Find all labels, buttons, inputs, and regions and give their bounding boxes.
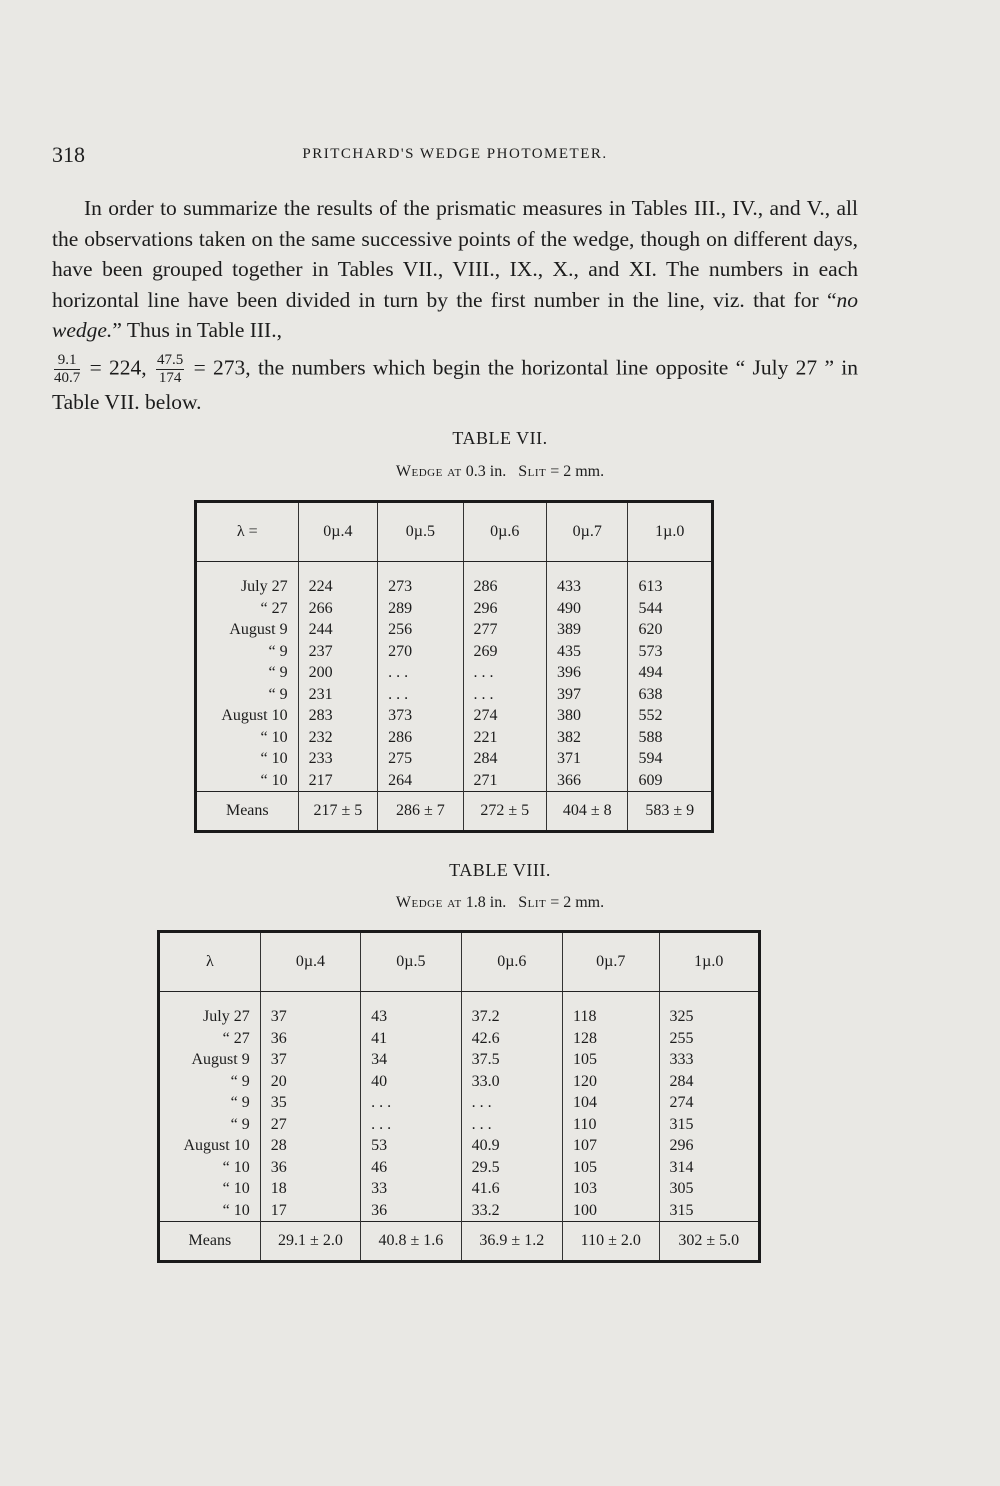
table-cell: 264 — [378, 770, 463, 792]
table8-header-cell: λ — [159, 932, 261, 992]
page-number: 318 — [52, 142, 85, 167]
table-cell: 217 — [298, 770, 378, 792]
table7-header-cell: 0µ.4 — [298, 502, 378, 562]
fraction-1: $\frac{9.1}{40.7}$ — [54, 351, 81, 386]
table-cell: 286 — [463, 576, 546, 598]
table-cell: 41.6 — [461, 1178, 562, 1200]
table-cell: 490 — [547, 598, 628, 620]
table-cell: 104 — [563, 1092, 659, 1114]
table-cell: 40 — [361, 1071, 461, 1093]
table-cell: 41 — [361, 1028, 461, 1050]
row-label: July 27 — [203, 1008, 250, 1025]
table8 — [157, 930, 761, 1263]
table-cell: 237 — [298, 641, 378, 663]
table-cell: 53 — [361, 1135, 461, 1157]
table-cell: 283 — [298, 705, 378, 727]
table-cell: 232 — [298, 727, 378, 749]
means-cell: 40.8 ± 1.6 — [361, 1222, 461, 1262]
table-cell: 544 — [628, 598, 713, 620]
running-head — [52, 142, 858, 172]
table-cell: 333 — [659, 1049, 759, 1071]
table-cell: 200 — [298, 662, 378, 684]
table-cell: 110 — [563, 1114, 659, 1136]
paragraph-text: In order to summarize the results of the prismatic measures in Tables III., IV., and V., all the observations taken on the same successive points of the wedge, though on different days, have been grouped together in Tables VII., VIII., IX., X., and XI. The numbers in each horizontal line have been divided in turn by the first number in the line, viz. that for “ — [52, 196, 858, 312]
means-label: Means — [159, 1222, 261, 1262]
table-cell: 396 — [547, 662, 628, 684]
table-cell: 46 — [361, 1157, 461, 1179]
table-cell: 286 — [378, 727, 463, 749]
table-cell: 40.9 — [461, 1135, 562, 1157]
table-row — [196, 641, 713, 663]
table-cell: 36 — [260, 1028, 360, 1050]
row-label: August 9 — [229, 621, 288, 638]
table-cell: 33.2 — [461, 1200, 562, 1222]
table7-header-row — [196, 502, 713, 562]
row-label: “ 10 — [222, 1158, 250, 1176]
table-cell: 43 — [361, 1006, 461, 1028]
table-cell: 594 — [628, 748, 713, 770]
table-cell: 380 — [547, 705, 628, 727]
table-cell: 36 — [361, 1200, 461, 1222]
means-cell: 272 ± 5 — [463, 792, 546, 832]
table-cell: 120 — [563, 1071, 659, 1093]
row-label: “ 10 — [222, 1180, 250, 1197]
table-cell: 315 — [659, 1200, 759, 1222]
table-cell: 296 — [463, 598, 546, 620]
table-cell: 105 — [563, 1157, 659, 1179]
table-cell: 224 — [298, 576, 378, 598]
table-cell: 269 — [463, 641, 546, 663]
table-cell: 255 — [659, 1028, 759, 1050]
table-cell: . . . — [378, 662, 463, 684]
table-cell: 231 — [298, 684, 378, 706]
no-wedge-italic: no wedge. — [52, 287, 858, 342]
table-cell: 29.5 — [461, 1157, 562, 1179]
table-cell: 37.5 — [461, 1049, 562, 1071]
table-cell: 325 — [659, 1006, 759, 1028]
table-row — [196, 770, 713, 792]
table-row — [196, 619, 713, 641]
table-row — [159, 1049, 760, 1071]
table-cell: 296 — [659, 1135, 759, 1157]
table-cell: 33.0 — [461, 1071, 562, 1093]
table-cell: 494 — [628, 662, 713, 684]
table-cell: 573 — [628, 641, 713, 663]
table8-header-cell: 1µ.0 — [659, 932, 759, 992]
table-cell: . . . — [361, 1114, 461, 1136]
table-cell: 37 — [260, 1049, 360, 1071]
row-label: July 27 — [240, 578, 288, 595]
table-cell: 609 — [628, 770, 713, 792]
row-label: “ 10 — [260, 728, 288, 746]
table-cell: 107 — [563, 1135, 659, 1157]
table7-header-cell: 0µ.6 — [463, 502, 546, 562]
row-label: “ 10 — [222, 1201, 250, 1219]
row-label: “ 9 — [268, 685, 288, 703]
table-row — [196, 748, 713, 770]
table-cell: 233 — [298, 748, 378, 770]
row-label: “ 9 — [268, 642, 288, 660]
table-cell: 33 — [361, 1178, 461, 1200]
means-row — [196, 792, 713, 832]
paragraph-text-2: ” Thus in Table III., — [112, 318, 282, 342]
table-cell: 284 — [463, 748, 546, 770]
table7-subtitle: Wedge at 0.3 in. Slit = 2 mm. — [395, 463, 605, 480]
table8-header-row — [159, 932, 760, 992]
table-cell: 37.2 — [461, 1006, 562, 1028]
table-cell: 35 — [260, 1092, 360, 1114]
table-cell: 244 — [298, 619, 378, 641]
row-label: August 9 — [191, 1051, 250, 1068]
table-row — [159, 1071, 760, 1093]
table-row — [196, 662, 713, 684]
table-cell: 221 — [463, 727, 546, 749]
table-row — [159, 1135, 760, 1157]
table-row — [159, 1114, 760, 1136]
means-cell: 583 ± 9 — [628, 792, 713, 832]
table8-subtitle: Wedge at 1.8 in. Slit = 2 mm. — [395, 894, 605, 911]
body-paragraph — [52, 193, 858, 417]
table-row — [196, 727, 713, 749]
table-cell: . . . — [461, 1092, 562, 1114]
table-cell: 371 — [547, 748, 628, 770]
row-label: August 10 — [183, 1137, 250, 1154]
row-label: “ 9 — [230, 1094, 250, 1111]
table-cell: . . . — [378, 684, 463, 706]
table-cell: 305 — [659, 1178, 759, 1200]
table-row — [159, 1092, 760, 1114]
table-cell: 275 — [378, 748, 463, 770]
table7-header-cell: λ = — [196, 502, 299, 562]
table-cell: . . . — [361, 1092, 461, 1114]
table-cell: 588 — [628, 727, 713, 749]
table-cell: 42.6 — [461, 1028, 562, 1050]
table-cell: 18 — [260, 1178, 360, 1200]
table-row — [196, 684, 713, 706]
table-cell: 284 — [659, 1071, 759, 1093]
table8-header-cell: 0µ.5 — [361, 932, 461, 992]
running-title: PRITCHARD'S WEDGE PHOTOMETER. — [302, 146, 608, 162]
table7-title: TABLE VII. — [452, 428, 548, 448]
table-cell: 552 — [628, 705, 713, 727]
table8-header-cell: 0µ.7 — [563, 932, 659, 992]
table-cell: 277 — [463, 619, 546, 641]
table-cell: 389 — [547, 619, 628, 641]
table-cell: 105 — [563, 1049, 659, 1071]
table-cell: 373 — [378, 705, 463, 727]
table-cell: 638 — [628, 684, 713, 706]
fraction-2: $\frac{47.5}{174}$ — [156, 351, 184, 386]
table-cell: 103 — [563, 1178, 659, 1200]
table-cell: 36 — [260, 1157, 360, 1179]
table-cell: 118 — [563, 1006, 659, 1028]
table-cell: 289 — [378, 598, 463, 620]
table-cell: 256 — [378, 619, 463, 641]
table-row — [196, 598, 713, 620]
table-cell: 37 — [260, 1006, 360, 1028]
row-label: August 10 — [221, 707, 288, 724]
table-cell: 27 — [260, 1114, 360, 1136]
table-row — [196, 705, 713, 727]
table8-title: TABLE VIII. — [449, 860, 551, 880]
table-row — [159, 1200, 760, 1222]
means-cell: 110 ± 2.0 — [563, 1222, 659, 1262]
means-label: Means — [196, 792, 299, 832]
equation-1: = 224, — [89, 354, 147, 379]
row-label: “ 9 — [230, 1072, 250, 1090]
table-row — [159, 1028, 760, 1050]
table-row — [159, 1178, 760, 1200]
table-cell: 34 — [361, 1049, 461, 1071]
table-cell: . . . — [463, 684, 546, 706]
table-row — [196, 576, 713, 598]
table7 — [194, 500, 714, 833]
row-label: “ 27 — [222, 1029, 250, 1047]
row-label: “ 9 — [268, 664, 288, 681]
table7-header-cell: 0µ.5 — [378, 502, 463, 562]
table-cell: 613 — [628, 576, 713, 598]
row-label: “ 27 — [260, 599, 288, 617]
table-cell: 314 — [659, 1157, 759, 1179]
table-cell: 271 — [463, 770, 546, 792]
means-cell: 217 ± 5 — [298, 792, 378, 832]
means-row — [159, 1222, 760, 1262]
table8-header-cell: 0µ.6 — [461, 932, 562, 992]
table-cell: . . . — [463, 662, 546, 684]
table-cell: 28 — [260, 1135, 360, 1157]
table-cell: 274 — [463, 705, 546, 727]
table8-header-cell: 0µ.4 — [260, 932, 360, 992]
means-cell: 29.1 ± 2.0 — [260, 1222, 360, 1262]
table-cell: 266 — [298, 598, 378, 620]
table-cell: 315 — [659, 1114, 759, 1136]
table-cell: 397 — [547, 684, 628, 706]
table-cell: 273 — [378, 576, 463, 598]
table-cell: 274 — [659, 1092, 759, 1114]
table-cell: 435 — [547, 641, 628, 663]
table-cell: 20 — [260, 1071, 360, 1093]
table-cell: 433 — [547, 576, 628, 598]
row-label: “ 10 — [260, 771, 288, 789]
table-cell: 100 — [563, 1200, 659, 1222]
table-cell: 366 — [547, 770, 628, 792]
means-cell: 286 ± 7 — [378, 792, 463, 832]
table-row — [159, 1006, 760, 1028]
row-label: “ 10 — [260, 750, 288, 767]
table-cell: 17 — [260, 1200, 360, 1222]
table7-header-cell: 1µ.0 — [628, 502, 713, 562]
table-cell: 382 — [547, 727, 628, 749]
table7-header-cell: 0µ.7 — [547, 502, 628, 562]
row-label: “ 9 — [230, 1115, 250, 1133]
means-cell: 302 ± 5.0 — [659, 1222, 759, 1262]
table-row — [159, 1157, 760, 1179]
table-cell: 620 — [628, 619, 713, 641]
table-cell: . . . — [461, 1114, 562, 1136]
table-cell: 270 — [378, 641, 463, 663]
means-cell: 36.9 ± 1.2 — [461, 1222, 562, 1262]
table-cell: 128 — [563, 1028, 659, 1050]
means-cell: 404 ± 8 — [547, 792, 628, 832]
equation-2: = 273, the numbers which begin the horizontal line opposite “ July 27 ” in Table VII. below. — [52, 354, 859, 414]
